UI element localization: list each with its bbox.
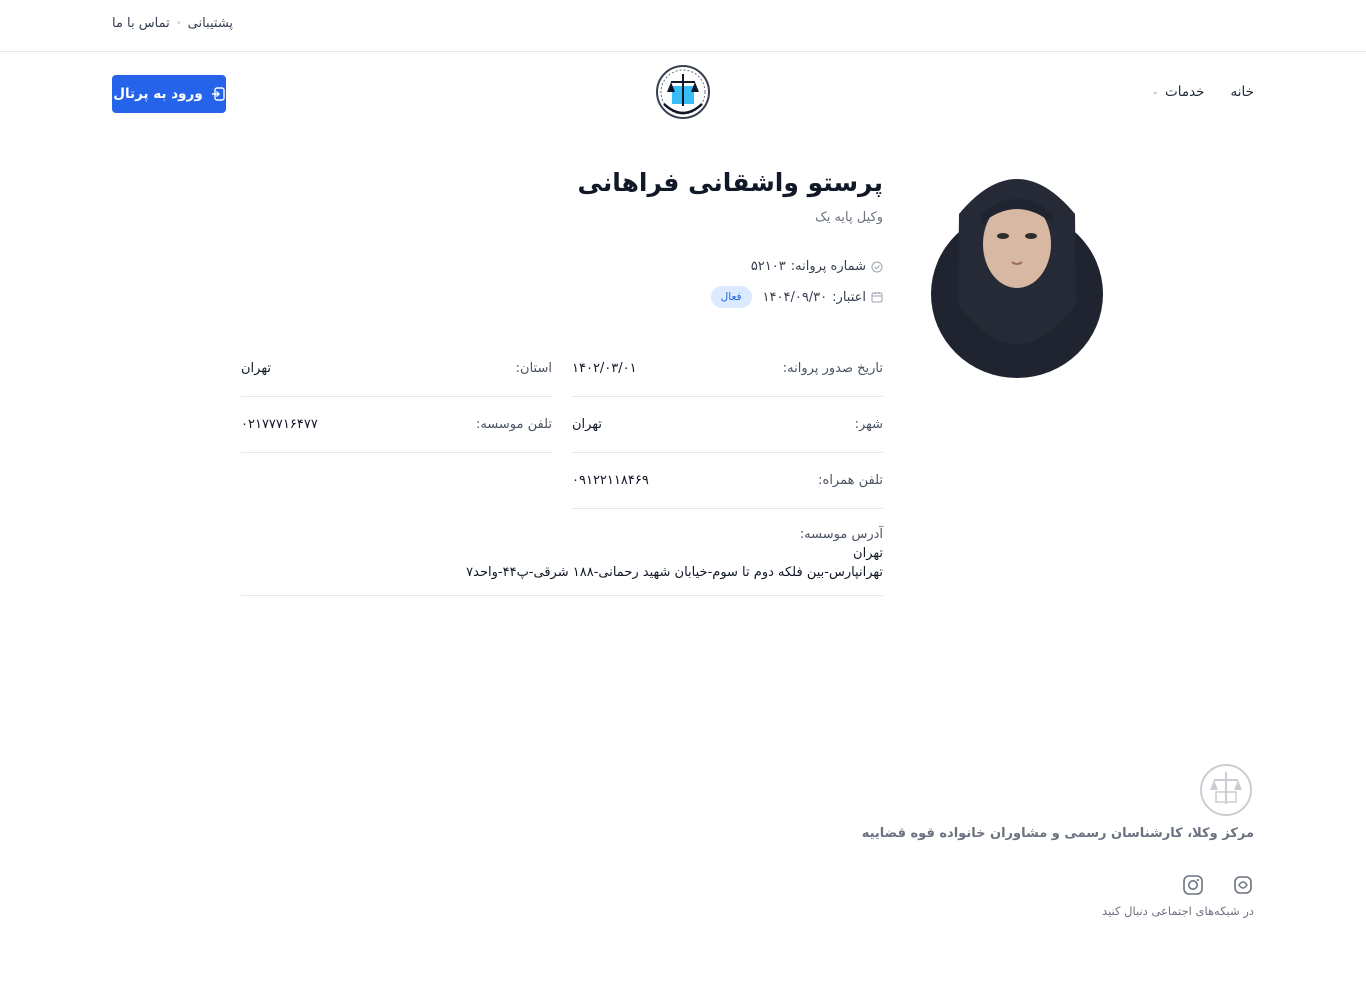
social-links <box>1182 874 1254 896</box>
address-field <box>241 527 883 596</box>
login-icon <box>211 87 225 101</box>
province-label: استان: <box>515 361 552 376</box>
main-nav <box>1151 84 1254 100</box>
contact-link[interactable]: تماس با ما <box>112 16 170 31</box>
status-badge: فعال <box>711 286 752 308</box>
judiciary-logo[interactable] <box>652 62 714 124</box>
lawyer-name: پرستو واشقانی فراهانی <box>577 168 883 197</box>
validity-row <box>711 286 883 308</box>
eitaa-icon[interactable] <box>1232 874 1254 896</box>
chevron-down-icon: ⌄ <box>1151 87 1160 97</box>
top-links <box>112 16 233 31</box>
portal-login-button[interactable] <box>112 75 226 113</box>
institute-phone-field <box>241 417 552 453</box>
separator-dot: • <box>175 18 182 29</box>
footer-logo <box>1198 762 1254 818</box>
portal-button-label: ورود به پرتال <box>113 86 203 102</box>
city-value: تهران <box>572 417 602 432</box>
license-number: ۵۲۱۰۳ <box>750 259 786 274</box>
validity-label: اعتبار: <box>832 289 866 305</box>
top-bar <box>0 0 1366 52</box>
calendar-icon <box>871 291 883 303</box>
support-link[interactable]: پشتیبانی <box>187 16 234 31</box>
institute-phone-value: ۰۲۱۷۷۷۱۶۴۷۷ <box>241 417 318 432</box>
mobile-label: تلفن همراه: <box>818 473 883 488</box>
footer-title: مرکز وکلا، کارشناسان رسمی و مشاوران خانواده قوه قضاییه <box>861 826 1254 841</box>
issue-date-field <box>572 361 883 397</box>
license-label: شماره پروانه: <box>790 259 866 274</box>
issue-date-label: تاریخ صدور پروانه: <box>782 361 883 376</box>
check-circle-icon <box>871 261 883 273</box>
institute-phone-label: تلفن موسسه: <box>475 417 552 432</box>
instagram-icon[interactable] <box>1182 874 1204 896</box>
city-label: شهر: <box>854 417 883 432</box>
lawyer-rank: وکیل پایه یک <box>815 210 883 225</box>
address-detail: تهرانپارس-بین فلکه دوم تا سوم-خیابان شهید رحمانی-۱۸۸ شرقی-پ۴۴-واحد۷ <box>466 565 883 580</box>
address-city: تهران <box>853 546 883 561</box>
nav-services-label: خدمات <box>1165 84 1205 100</box>
validity-date: ۱۴۰۴/۰۹/۳۰ <box>762 289 828 305</box>
follow-text: در شبکه‌های اجتماعی دنبال کنید <box>1102 904 1254 918</box>
nav-services[interactable] <box>1151 84 1204 100</box>
address-label: آدرس موسسه: <box>799 527 883 542</box>
mobile-field <box>572 473 883 509</box>
city-field <box>572 417 883 453</box>
mobile-value: ۰۹۱۲۲۱۱۸۴۶۹ <box>572 473 649 488</box>
lawyer-photo <box>926 154 1108 378</box>
license-row <box>751 259 883 274</box>
province-field <box>241 361 552 397</box>
issue-date-value: ۱۴۰۲/۰۳/۰۱ <box>572 361 637 376</box>
nav-home[interactable]: خانه <box>1230 84 1254 100</box>
province-value: تهران <box>241 361 271 376</box>
